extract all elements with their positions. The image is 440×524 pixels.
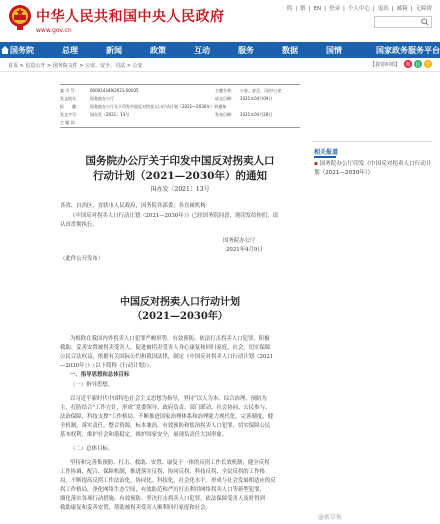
search-input[interactable]	[375, 26, 419, 36]
separator: |	[308, 6, 311, 12]
meta-key: 主题分类：	[215, 88, 235, 93]
site-url: www.gov.cn	[36, 27, 72, 34]
meta-value: 公安、安全、司法\公安	[240, 88, 282, 93]
paragraph-line: 全机制，落实责任，整合资源，标本兼治，有效预防和惩治拐卖人口犯罪，切实保障公民	[60, 423, 271, 429]
signer: 国务院办公厅	[223, 238, 256, 244]
nav-item-guowuyuan[interactable]: 国务院	[10, 45, 34, 55]
paragraph-line: 救助、妥善安置被拐卖受害人，促进被拐卖受害人身心康复和回归家庭、社会，切实保障	[60, 345, 271, 351]
meta-value: 国务院办公厅关于印发中国反对拐卖人口行动计划（2021—2030年）的通知	[90, 104, 227, 109]
section-heading: 一、指导思想和总体目标	[70, 372, 130, 378]
paragraph-line: 拐工作格局，净化网络生态空间，有效防范和严厉打击利用网络拐卖人口等新型犯罪，	[60, 487, 265, 493]
nav-item-national[interactable]: 国情	[326, 45, 342, 55]
header-link[interactable]: 登录	[328, 6, 340, 12]
breadcrumb[interactable]: 首页 > 信息公开 > 国务院文件 > 公安、安全、司法 > 公安	[8, 63, 143, 69]
public-note: （此件公开发布）	[60, 256, 104, 262]
meta-key: 主 题 词：	[60, 120, 79, 125]
header-link[interactable]: EN	[313, 6, 322, 12]
meta-key: 标 题：	[60, 104, 80, 109]
separator: |	[410, 6, 413, 12]
meta-key: 成文日期：	[215, 96, 235, 101]
header-link[interactable]: 个人中心	[347, 6, 370, 12]
paragraph-line: 局，不断提高反拐工作法治化、协同化、科技化、社会化水平，形成与社会发展相适应的反	[60, 478, 276, 484]
nav-item-zongli[interactable]: 总理	[62, 45, 78, 55]
separator: |	[372, 6, 375, 12]
search-icon[interactable]	[421, 18, 429, 26]
meta-key: 发文机关：	[60, 96, 80, 101]
separator: |	[295, 6, 298, 12]
separator: |	[324, 6, 326, 12]
breadcrumb-row	[0, 58, 440, 72]
paragraph-line: 细化落实各项行动措施、有效预防、坚决打击拐卖人口犯罪，依法保障受害人及时得到	[60, 496, 265, 502]
qzone-icon[interactable]: 空	[425, 61, 431, 68]
header-link[interactable]: 邮箱	[396, 6, 408, 12]
meta-key: 发文字号：	[60, 112, 80, 117]
meta-key: 发布日期：	[215, 112, 235, 117]
plan-title	[50, 296, 310, 324]
paragraph-line: 主、打防结合”工作方针，形成“党委领导、政府负责、部门联动、社会协同、公民参与、	[60, 405, 271, 411]
meta-value: 2021年04月09日	[240, 96, 273, 101]
plan-title-line: （2021—2030年）	[132, 311, 228, 322]
header-links	[284, 4, 432, 12]
share-bar	[370, 60, 432, 68]
home-icon	[0, 45, 10, 55]
salutation: 各省、自治区、直辖市人民政府，国务院各部委、各直属机构：	[60, 203, 211, 209]
article-title	[50, 154, 310, 184]
meta-row	[60, 112, 300, 119]
nav-item-data[interactable]: 数据	[282, 45, 298, 55]
article-title-line: 国务院办公厅关于印发中国反对拐卖人口	[85, 155, 275, 167]
paragraph-line: 基本权利，维护社会和谐稳定，维护国家安全，展现负责任大国形象。	[60, 432, 228, 438]
main-nav	[0, 42, 440, 58]
header-link[interactable]: 无障碍	[415, 6, 432, 12]
nav-item-service[interactable]: 服务	[238, 45, 254, 55]
nav-home[interactable]	[0, 42, 10, 58]
related-report-link[interactable]	[314, 160, 432, 177]
error-report-link[interactable]: 【我要纠错】	[369, 61, 400, 68]
paragraph-line: 工作协调、配合、保障机制，推进落实反拐、协同反拐、科技反拐、全民反拐的工作格	[60, 469, 265, 475]
document-number: 国办发〔2021〕13号	[150, 186, 210, 193]
nav-item-service-platform[interactable]: 国家政务服务平台	[376, 45, 440, 55]
site-title[interactable]: 中华人民共和国中央人民政府	[36, 9, 225, 25]
related-reports-heading: 相关报道	[314, 149, 339, 156]
paragraph-line: 公民合法权益，依据有关国际公约和我国法律，制定《中国反对拐卖人口行动计划（2021	[60, 354, 274, 360]
paragraph-line: 坚持和完善集预防、打击、救助、安置、康复于一体的反拐工作长效机制，健全反拐	[70, 460, 270, 466]
paragraph-line: 法治保障、科技支撑”工作格局，不断推进国家治理体系和治理能力现代化，完善制度，健	[60, 414, 273, 420]
site-header	[0, 0, 440, 42]
paragraph-line: —2030年）》（以下简称《行动计划》）。	[60, 363, 155, 369]
national-emblem-icon[interactable]	[8, 4, 32, 30]
wechat-icon[interactable]: 信	[415, 61, 421, 68]
meta-value: 国务院办公厅	[90, 96, 114, 101]
meta-row	[60, 104, 300, 111]
paragraph-line: 为根除在我国内外拐卖人口犯罪严峻形势，有效预防、依法打击拐卖人口犯罪，积极	[70, 336, 270, 342]
meta-row	[60, 120, 300, 127]
search-box	[374, 16, 432, 28]
sidebar-divider	[312, 141, 432, 142]
meta-value: 国办发〔2021〕13号	[90, 112, 130, 117]
watermark: @新京报	[318, 514, 343, 521]
body-line: 认真贯彻执行。	[60, 222, 98, 228]
paragraph-line: 救助康复和妥善安置，帮助被拐卖受害人顺利回归家庭和社会。	[60, 505, 211, 511]
separator: |	[343, 6, 345, 12]
sidebar-heading-underline	[314, 156, 336, 158]
separator: |	[391, 6, 394, 12]
header-link[interactable]: 繁	[300, 6, 306, 12]
meta-row	[60, 96, 300, 103]
bullet-icon: ▪	[314, 161, 320, 167]
nav-item-news[interactable]: 新闻	[106, 45, 122, 55]
plan-title-line: 中国反对拐卖人口行动计划	[120, 297, 240, 308]
sign-date: 2021年4月9日	[226, 247, 263, 253]
nav-item-interaction[interactable]: 互动	[194, 45, 210, 55]
subsection-heading: （二）总体目标。	[70, 446, 114, 452]
weibo-icon[interactable]: 微	[405, 61, 411, 68]
document-meta-table	[60, 84, 300, 128]
related-report-text[interactable]: 国务院办公厅印发《中国反对拐卖人口行动计划（2021—2030年）》	[314, 161, 432, 176]
meta-key: 索 引 号：	[60, 88, 79, 93]
paragraph-line: 以习近平新时代中国特色社会主义思想为指导，坚持“以人为本、综合治理、预防为	[70, 396, 267, 402]
meta-row	[60, 88, 300, 95]
article-title-line: 行动计划（2021—2030年）的通知	[93, 170, 267, 182]
body-line: 《中国反对拐卖人口行动计划（2021—2030年）》已经国务院同意，现印发给你们，请	[70, 213, 279, 219]
header-link[interactable]: 退出	[377, 6, 389, 12]
meta-value: 2021年04月28日	[240, 112, 273, 117]
nav-item-policy[interactable]: 政策	[150, 45, 166, 55]
subsection-heading: （一）指导思想。	[70, 382, 114, 388]
header-link[interactable]: 简	[286, 6, 293, 12]
meta-value: 000014349/2021-00035	[90, 88, 139, 93]
